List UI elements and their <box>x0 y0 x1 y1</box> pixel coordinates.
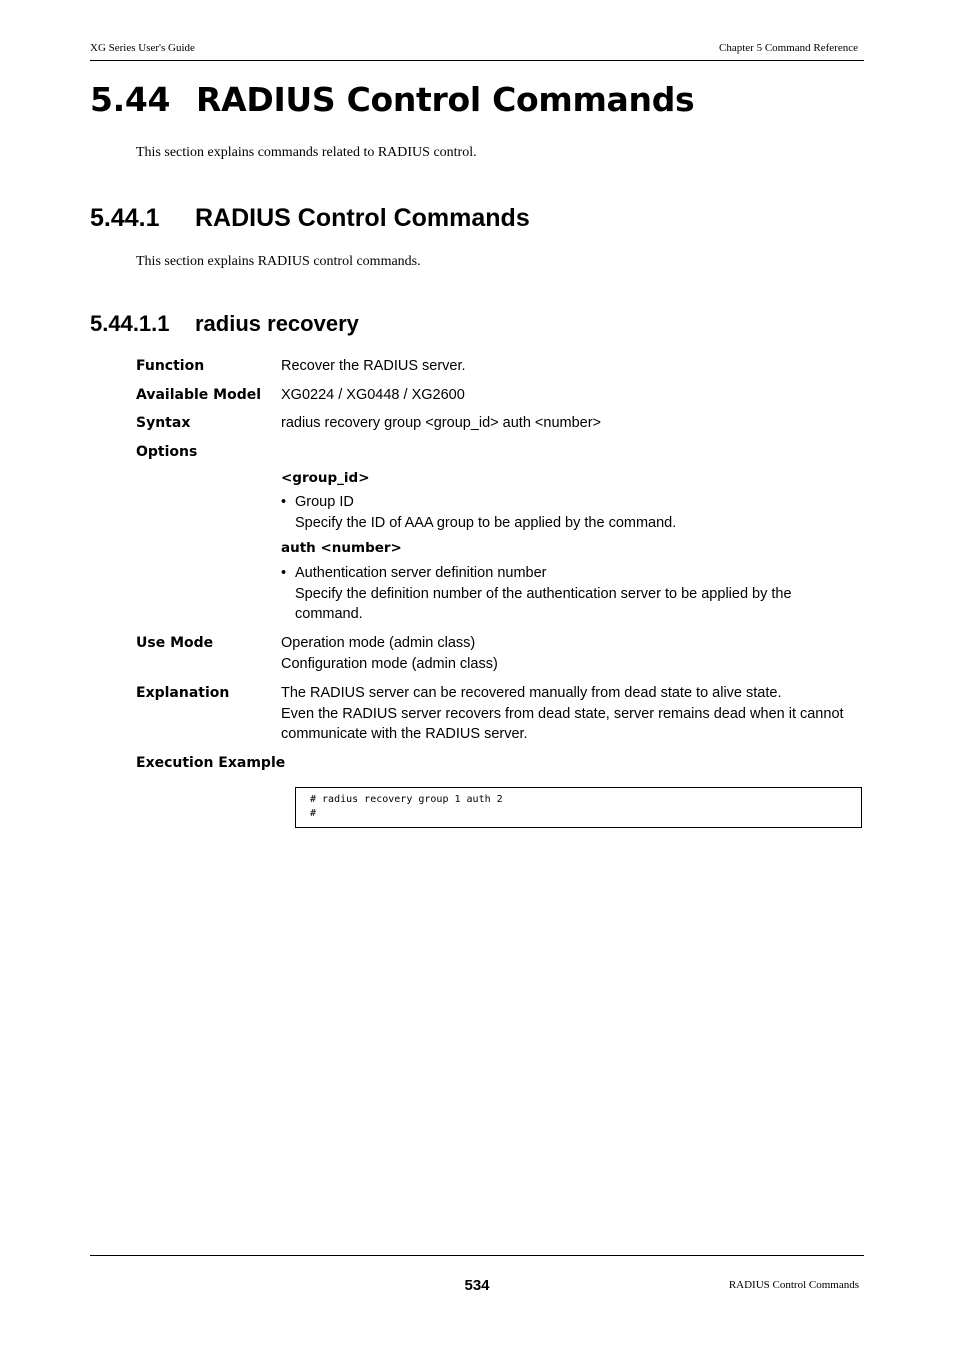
code-line2: # <box>310 808 317 819</box>
explanation-line2: Even the RADIUS server recovers from dead state, server remains dead when it cannot <box>281 705 844 722</box>
subsection-heading <box>90 204 530 233</box>
option-item-desc-line2: command. <box>295 606 363 622</box>
section-number: 5.44 <box>90 80 171 119</box>
option-item-title: Authentication server definition number <box>295 565 547 581</box>
option-name-auth-number: auth <number> <box>281 540 402 556</box>
page-number: 534 <box>464 1277 490 1294</box>
explanation-line1: The RADIUS server can be recovered manually from dead state to alive state. <box>281 685 782 701</box>
bullet-icon: • <box>281 565 287 581</box>
use-mode-label: Use Mode <box>136 635 214 651</box>
header-guide-title: XG Series User's Guide <box>90 42 195 54</box>
code-line1: # radius recovery group 1 auth 2 <box>310 794 503 805</box>
subsubsection-title: radius recovery <box>195 311 359 336</box>
footer-divider <box>90 1255 864 1256</box>
footer-section-title: RADIUS Control Commands <box>728 1279 859 1291</box>
subsection-intro: This section explains RADIUS control commands. <box>136 254 421 269</box>
subsubsection-number: 5.44.1.1 <box>90 311 170 336</box>
syntax-value: radius recovery group <group_id> auth <number> <box>281 415 602 431</box>
syntax-label: Syntax <box>136 415 191 431</box>
use-mode-value <box>281 633 498 674</box>
header-divider <box>90 60 864 61</box>
option-name-group-id: <group_id> <box>281 470 370 486</box>
subsubsection-heading <box>90 311 359 337</box>
option-item-desc: Specify the ID of AAA group to be applied by the command. <box>295 514 677 531</box>
explanation-value <box>281 683 871 745</box>
section-intro: This section explains commands related to RADIUS control. <box>136 145 477 160</box>
section-title: RADIUS Control Commands <box>196 80 695 119</box>
section-heading <box>90 80 694 119</box>
subsection-title: RADIUS Control Commands <box>195 204 530 232</box>
option-item-title: Group ID <box>295 494 354 510</box>
option-item-desc-line1: Specify the definition number of the authentication server to be applied by the <box>295 585 792 602</box>
explanation-label: Explanation <box>136 685 230 701</box>
function-value: Recover the RADIUS server. <box>281 358 466 374</box>
function-label: Function <box>136 358 205 374</box>
option-item-auth-number <box>281 563 841 625</box>
subsection-number: 5.44.1 <box>90 204 160 232</box>
model-label: Available Model <box>136 387 262 403</box>
options-label: Options <box>136 444 198 460</box>
explanation-line3: communicate with the RADIUS server. <box>281 726 528 742</box>
bullet-icon: • <box>281 494 287 510</box>
execution-example-label: Execution Example <box>136 755 286 771</box>
option-item-group-id <box>281 492 841 533</box>
header-chapter-title: Chapter 5 Command Reference <box>719 42 858 54</box>
execution-example-code <box>295 787 862 828</box>
use-mode-line1: Operation mode (admin class) <box>281 635 476 651</box>
use-mode-line2: Configuration mode (admin class) <box>281 655 498 672</box>
model-value: XG0224 / XG0448 / XG2600 <box>281 387 465 403</box>
